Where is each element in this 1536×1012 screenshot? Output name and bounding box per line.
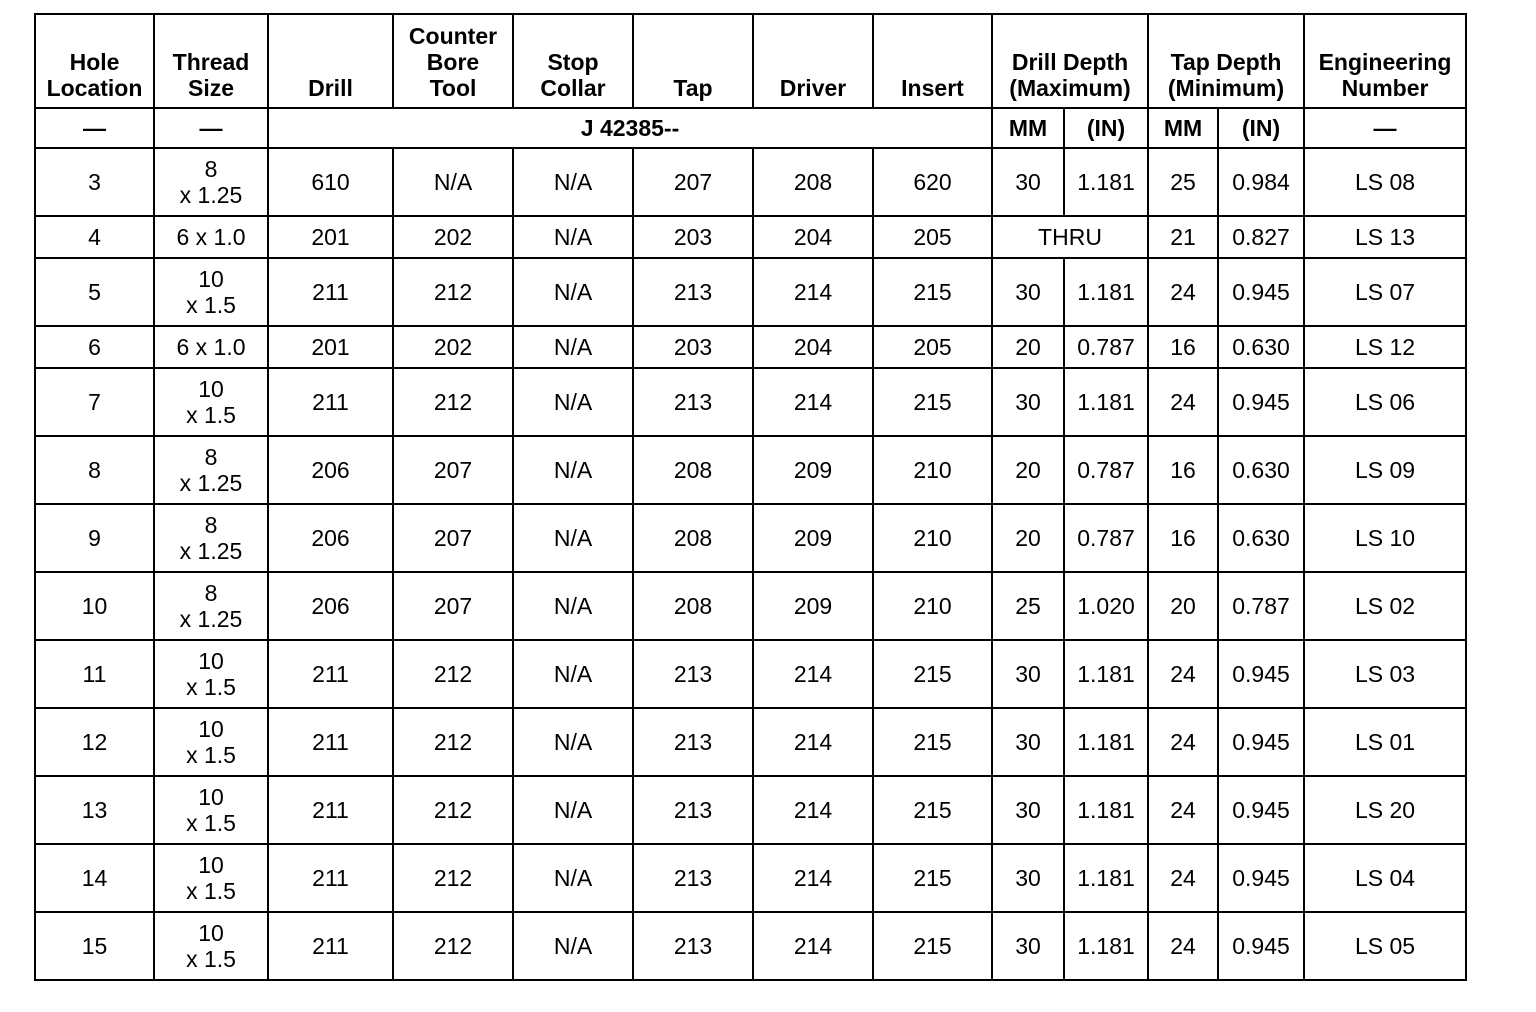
cell-tap: 213 xyxy=(633,708,753,776)
cell-stop-collar: N/A xyxy=(513,436,633,504)
cell-driver: 214 xyxy=(753,844,873,912)
thread-size-line: 10 xyxy=(198,920,224,946)
cell-counter-bore: 207 xyxy=(393,436,513,504)
cell-tap-depth-in: 0.945 xyxy=(1218,258,1304,326)
cell-stop-collar: N/A xyxy=(513,844,633,912)
cell-tap-depth-mm: 24 xyxy=(1148,258,1218,326)
cell-drill-depth-mm: 30 xyxy=(992,912,1064,980)
cell-stop-collar: N/A xyxy=(513,640,633,708)
cell-engineering-number: LS 20 xyxy=(1304,776,1466,844)
cell-counter-bore: 212 xyxy=(393,258,513,326)
cell-drill: 211 xyxy=(268,258,393,326)
cell-tap: 208 xyxy=(633,572,753,640)
cell-hole-location: 9 xyxy=(35,504,154,572)
cell-drill-depth-thru: THRU xyxy=(992,216,1148,258)
cell-tap-depth-in: 0.827 xyxy=(1218,216,1304,258)
cell-drill-depth-mm: 30 xyxy=(992,368,1064,436)
cell-drill-depth-in: 0.787 xyxy=(1064,326,1148,368)
cell-engineering-number: LS 10 xyxy=(1304,504,1466,572)
cell-tap: 213 xyxy=(633,844,753,912)
table-row xyxy=(35,436,1466,504)
cell-stop-collar: N/A xyxy=(513,572,633,640)
cell-tap-depth-in: 0.945 xyxy=(1218,368,1304,436)
thread-repair-spec-table xyxy=(34,13,1467,981)
thread-size-line: x 1.25 xyxy=(179,470,243,496)
cell-engineering-number: LS 07 xyxy=(1304,258,1466,326)
table-row xyxy=(35,216,1466,258)
sub-engineering-dash: — xyxy=(1304,108,1466,148)
table-row xyxy=(35,148,1466,216)
cell-drill: 206 xyxy=(268,504,393,572)
cell-drill: 206 xyxy=(268,436,393,504)
cell-hole-location: 13 xyxy=(35,776,154,844)
cell-engineering-number: LS 09 xyxy=(1304,436,1466,504)
cell-insert: 215 xyxy=(873,776,992,844)
thread-size-line: x 1.5 xyxy=(186,946,236,972)
cell-insert: 210 xyxy=(873,572,992,640)
cell-driver: 209 xyxy=(753,504,873,572)
table-row xyxy=(35,258,1466,326)
cell-drill-depth-in: 1.181 xyxy=(1064,258,1148,326)
cell-drill-depth-in: 1.181 xyxy=(1064,148,1148,216)
cell-thread-size xyxy=(154,216,268,258)
cell-stop-collar: N/A xyxy=(513,504,633,572)
cell-engineering-number: LS 12 xyxy=(1304,326,1466,368)
cell-insert: 620 xyxy=(873,148,992,216)
cell-engineering-number: LS 01 xyxy=(1304,708,1466,776)
thread-size-line: x 1.25 xyxy=(179,538,243,564)
cell-drill: 211 xyxy=(268,708,393,776)
cell-drill: 206 xyxy=(268,572,393,640)
cell-drill: 211 xyxy=(268,776,393,844)
cell-tap-depth-in: 0.630 xyxy=(1218,326,1304,368)
table-row xyxy=(35,326,1466,368)
cell-tap: 213 xyxy=(633,368,753,436)
header-driver: Driver xyxy=(753,14,873,108)
cell-counter-bore: 212 xyxy=(393,640,513,708)
thread-size-line: x 1.5 xyxy=(186,810,236,836)
cell-tap-depth-in: 0.945 xyxy=(1218,912,1304,980)
cell-counter-bore: 212 xyxy=(393,708,513,776)
cell-stop-collar: N/A xyxy=(513,912,633,980)
cell-drill-depth-in: 1.181 xyxy=(1064,708,1148,776)
cell-counter-bore: 207 xyxy=(393,504,513,572)
cell-drill-depth-in: 1.181 xyxy=(1064,640,1148,708)
cell-hole-location: 3 xyxy=(35,148,154,216)
cell-counter-bore: 212 xyxy=(393,912,513,980)
cell-tap-depth-mm: 25 xyxy=(1148,148,1218,216)
cell-stop-collar: N/A xyxy=(513,258,633,326)
cell-driver: 204 xyxy=(753,326,873,368)
thread-size-line: 8 xyxy=(204,580,218,606)
cell-driver: 209 xyxy=(753,572,873,640)
cell-hole-location: 14 xyxy=(35,844,154,912)
cell-thread-size xyxy=(154,504,268,572)
header-tap-depth: Tap Depth (Minimum) xyxy=(1148,14,1304,108)
cell-tap-depth-in: 0.945 xyxy=(1218,640,1304,708)
cell-hole-location: 4 xyxy=(35,216,154,258)
cell-insert: 210 xyxy=(873,504,992,572)
cell-drill-depth-mm: 30 xyxy=(992,148,1064,216)
cell-counter-bore: N/A xyxy=(393,148,513,216)
thread-size-line: x 1.25 xyxy=(179,182,243,208)
cell-drill: 211 xyxy=(268,912,393,980)
cell-tap: 207 xyxy=(633,148,753,216)
cell-thread-size xyxy=(154,436,268,504)
cell-counter-bore: 202 xyxy=(393,326,513,368)
cell-drill-depth-mm: 30 xyxy=(992,640,1064,708)
cell-drill-depth-mm: 25 xyxy=(992,572,1064,640)
cell-driver: 208 xyxy=(753,148,873,216)
cell-drill-depth-mm: 30 xyxy=(992,258,1064,326)
cell-insert: 210 xyxy=(873,436,992,504)
cell-stop-collar: N/A xyxy=(513,368,633,436)
cell-tap: 208 xyxy=(633,504,753,572)
thread-size-line: 8 xyxy=(204,156,218,182)
cell-tap: 213 xyxy=(633,258,753,326)
cell-counter-bore: 212 xyxy=(393,776,513,844)
cell-insert: 215 xyxy=(873,640,992,708)
cell-engineering-number: LS 02 xyxy=(1304,572,1466,640)
sub-tap-in: (IN) xyxy=(1218,108,1304,148)
cell-insert: 215 xyxy=(873,708,992,776)
cell-tap: 208 xyxy=(633,436,753,504)
sub-hole-dash: — xyxy=(35,108,154,148)
cell-thread-size xyxy=(154,708,268,776)
cell-driver: 214 xyxy=(753,708,873,776)
cell-drill: 610 xyxy=(268,148,393,216)
cell-driver: 214 xyxy=(753,640,873,708)
cell-drill-depth-mm: 20 xyxy=(992,436,1064,504)
cell-thread-size xyxy=(154,640,268,708)
cell-tap-depth-mm: 20 xyxy=(1148,572,1218,640)
thread-size-line: 6 x 1.0 xyxy=(176,224,246,250)
cell-engineering-number: LS 06 xyxy=(1304,368,1466,436)
cell-tap-depth-in: 0.984 xyxy=(1218,148,1304,216)
cell-driver: 214 xyxy=(753,258,873,326)
cell-drill: 211 xyxy=(268,640,393,708)
cell-drill-depth-in: 1.181 xyxy=(1064,368,1148,436)
table-row xyxy=(35,368,1466,436)
sub-drill-in: (IN) xyxy=(1064,108,1148,148)
cell-hole-location: 12 xyxy=(35,708,154,776)
thread-size-line: x 1.5 xyxy=(186,742,236,768)
header-stop-collar: Stop Collar xyxy=(513,14,633,108)
cell-stop-collar: N/A xyxy=(513,708,633,776)
cell-tap-depth-mm: 21 xyxy=(1148,216,1218,258)
cell-tap-depth-mm: 24 xyxy=(1148,844,1218,912)
cell-insert: 205 xyxy=(873,216,992,258)
header-drill: Drill xyxy=(268,14,393,108)
table-row xyxy=(35,844,1466,912)
thread-size-line: x 1.25 xyxy=(179,606,243,632)
cell-hole-location: 10 xyxy=(35,572,154,640)
sub-thread-dash: — xyxy=(154,108,268,148)
cell-tap-depth-mm: 24 xyxy=(1148,368,1218,436)
cell-driver: 209 xyxy=(753,436,873,504)
thread-size-line: 10 xyxy=(198,716,224,742)
cell-drill: 201 xyxy=(268,326,393,368)
header-tap: Tap xyxy=(633,14,753,108)
thread-size-line: x 1.5 xyxy=(186,292,236,318)
cell-thread-size xyxy=(154,326,268,368)
thread-size-line: x 1.5 xyxy=(186,402,236,428)
cell-counter-bore: 212 xyxy=(393,844,513,912)
table-row xyxy=(35,640,1466,708)
cell-driver: 204 xyxy=(753,216,873,258)
sub-drill-mm: MM xyxy=(992,108,1064,148)
cell-stop-collar: N/A xyxy=(513,148,633,216)
cell-engineering-number: LS 03 xyxy=(1304,640,1466,708)
table-row xyxy=(35,572,1466,640)
cell-tap-depth-mm: 24 xyxy=(1148,912,1218,980)
cell-counter-bore: 207 xyxy=(393,572,513,640)
cell-hole-location: 6 xyxy=(35,326,154,368)
cell-drill: 211 xyxy=(268,844,393,912)
table-row xyxy=(35,912,1466,980)
cell-tap-depth-mm: 24 xyxy=(1148,640,1218,708)
cell-hole-location: 15 xyxy=(35,912,154,980)
cell-drill-depth-in: 0.787 xyxy=(1064,436,1148,504)
cell-hole-location: 11 xyxy=(35,640,154,708)
cell-drill-depth-in: 1.020 xyxy=(1064,572,1148,640)
cell-drill-depth-in: 1.181 xyxy=(1064,776,1148,844)
cell-tap-depth-in: 0.630 xyxy=(1218,436,1304,504)
cell-driver: 214 xyxy=(753,912,873,980)
cell-drill-depth-in: 1.181 xyxy=(1064,912,1148,980)
cell-driver: 214 xyxy=(753,368,873,436)
cell-thread-size xyxy=(154,776,268,844)
sub-tool-prefix: J 42385-- xyxy=(268,108,992,148)
cell-tap: 213 xyxy=(633,912,753,980)
cell-stop-collar: N/A xyxy=(513,326,633,368)
thread-size-line: x 1.5 xyxy=(186,878,236,904)
thread-size-line: 10 xyxy=(198,852,224,878)
cell-tap: 213 xyxy=(633,640,753,708)
header-counter-bore-tool: Counter Bore Tool xyxy=(393,14,513,108)
cell-thread-size xyxy=(154,912,268,980)
cell-insert: 215 xyxy=(873,844,992,912)
table-row xyxy=(35,708,1466,776)
table-row xyxy=(35,776,1466,844)
cell-thread-size xyxy=(154,572,268,640)
cell-drill-depth-in: 1.181 xyxy=(1064,844,1148,912)
cell-tap: 203 xyxy=(633,326,753,368)
cell-tap-depth-mm: 16 xyxy=(1148,504,1218,572)
cell-tap-depth-in: 0.945 xyxy=(1218,776,1304,844)
cell-hole-location: 8 xyxy=(35,436,154,504)
thread-size-line: 6 x 1.0 xyxy=(176,334,246,360)
thread-size-line: 10 xyxy=(198,376,224,402)
header-hole-location: Hole Location xyxy=(35,14,154,108)
cell-thread-size xyxy=(154,258,268,326)
cell-tap-depth-in: 0.787 xyxy=(1218,572,1304,640)
header-row xyxy=(35,14,1466,108)
cell-drill: 201 xyxy=(268,216,393,258)
cell-drill: 211 xyxy=(268,368,393,436)
cell-tap-depth-in: 0.630 xyxy=(1218,504,1304,572)
cell-insert: 215 xyxy=(873,912,992,980)
cell-tap-depth-mm: 24 xyxy=(1148,708,1218,776)
table-row xyxy=(35,504,1466,572)
cell-tap-depth-mm: 24 xyxy=(1148,776,1218,844)
cell-insert: 215 xyxy=(873,368,992,436)
cell-counter-bore: 202 xyxy=(393,216,513,258)
header-engineering-number: Engineering Number xyxy=(1304,14,1466,108)
header-insert: Insert xyxy=(873,14,992,108)
thread-size-line: 8 xyxy=(204,512,218,538)
cell-drill-depth-mm: 20 xyxy=(992,326,1064,368)
cell-tap-depth-mm: 16 xyxy=(1148,326,1218,368)
cell-stop-collar: N/A xyxy=(513,216,633,258)
cell-drill-depth-mm: 30 xyxy=(992,844,1064,912)
cell-insert: 215 xyxy=(873,258,992,326)
cell-tap-depth-in: 0.945 xyxy=(1218,708,1304,776)
thread-size-line: 10 xyxy=(198,784,224,810)
cell-counter-bore: 212 xyxy=(393,368,513,436)
thread-size-line: 8 xyxy=(204,444,218,470)
sub-tap-mm: MM xyxy=(1148,108,1218,148)
cell-drill-depth-in: 0.787 xyxy=(1064,504,1148,572)
cell-thread-size xyxy=(154,148,268,216)
cell-engineering-number: LS 05 xyxy=(1304,912,1466,980)
cell-engineering-number: LS 04 xyxy=(1304,844,1466,912)
cell-engineering-number: LS 13 xyxy=(1304,216,1466,258)
thread-size-line: x 1.5 xyxy=(186,674,236,700)
thread-size-line: 10 xyxy=(198,266,224,292)
header-drill-depth: Drill Depth (Maximum) xyxy=(992,14,1148,108)
cell-stop-collar: N/A xyxy=(513,776,633,844)
subheader-row xyxy=(35,108,1466,148)
cell-hole-location: 5 xyxy=(35,258,154,326)
cell-thread-size xyxy=(154,844,268,912)
cell-tap: 203 xyxy=(633,216,753,258)
thread-size-line: 10 xyxy=(198,648,224,674)
cell-drill-depth-mm: 30 xyxy=(992,708,1064,776)
cell-hole-location: 7 xyxy=(35,368,154,436)
cell-driver: 214 xyxy=(753,776,873,844)
header-thread-size: Thread Size xyxy=(154,14,268,108)
cell-tap-depth-mm: 16 xyxy=(1148,436,1218,504)
cell-tap-depth-in: 0.945 xyxy=(1218,844,1304,912)
cell-engineering-number: LS 08 xyxy=(1304,148,1466,216)
cell-drill-depth-mm: 30 xyxy=(992,776,1064,844)
cell-tap: 213 xyxy=(633,776,753,844)
cell-drill-depth-mm: 20 xyxy=(992,504,1064,572)
cell-insert: 205 xyxy=(873,326,992,368)
cell-thread-size xyxy=(154,368,268,436)
